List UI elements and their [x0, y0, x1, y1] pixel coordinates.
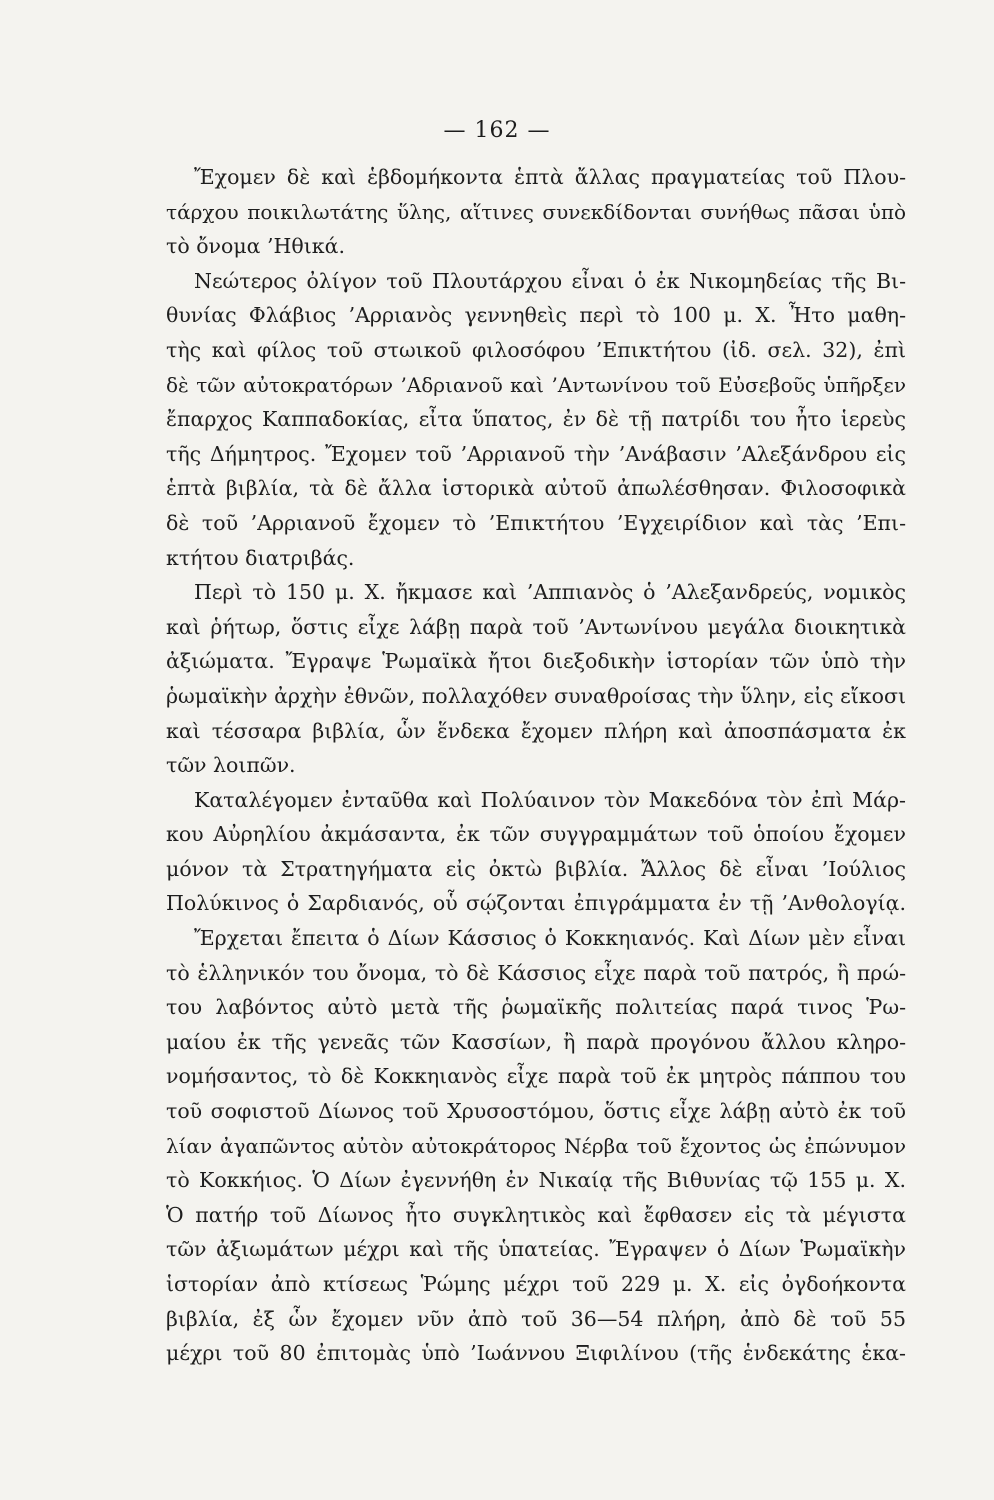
text-line: μόνον τὰ Στρατηγήματα εἰς ὀκτὼ βιβλία. Ἄλλος δὲ εἶναι ’Ιούλιος	[166, 856, 906, 881]
text-line: ἀξιώματα. Ἔγραψε Ῥωμαϊκὰ ἤτοι διεξοδικὴν ἱστορίαν τῶν ὑπὸ τὴν	[166, 649, 906, 674]
text-line: τὸ Κοκκήιος. Ὁ Δίων ἐγεννήθη ἐν Νικαίᾳ τῆς Βιθυνίας τῷ 155 μ. Χ.	[166, 1168, 906, 1193]
text-line: τῶν ἀξιωμάτων μέχρι καὶ τῆς ὑπατείας. Ἔγραψεν ὁ Δίων Ῥωμαϊκὴν	[166, 1237, 906, 1262]
text-line: θυνίας Φλάβιος ’Αρριανὸς γεννηθεὶς περὶ τὸ 100 μ. Χ. Ἦτο μαθη-	[166, 303, 906, 328]
text-line: τάρχου ποικιλωτάτης ὕλης, αἵτινες συνεκδίδονται συνήθως πᾶσαι ὑπὸ	[166, 199, 906, 224]
text-line: Περὶ τὸ 150 μ. Χ. ἤκμασε καὶ ’Αππιανὸς ὁ ’Αλεξανδρεύς, νομικὸς	[194, 580, 906, 605]
text-line: μαίου ἐκ τῆς γενεᾶς τῶν Κασσίων, ἢ παρὰ προγόνου ἄλλου κληρο-	[166, 1029, 906, 1054]
text-line: ἑπτὰ βιβλία, τὰ δὲ ἄλλα ἱστορικὰ αὐτοῦ ἀπωλέσθησαν. Φιλοσοφικὰ	[166, 476, 906, 501]
text-line: τῆς Δήμητρος. Ἔχομεν τοῦ ’Αρριανοῦ τὴν ’Ανάβασιν ’Αλεξάνδρου εἰς	[166, 441, 906, 466]
text-line: Ἔρχεται ἔπειτα ὁ Δίων Κάσσιος ὁ Κοκκηιανός. Καὶ Δίων μὲν εἶναι	[194, 926, 906, 951]
text-line: ἱστορίαν ἀπὸ κτίσεως Ῥώμης μέχρι τοῦ 229 μ. Χ. εἰς ὀγδοήκοντα	[166, 1272, 906, 1296]
text-line: Πολύκινος ὁ Σαρδιανός, οὗ σῴζονται ἐπιγράμματα ἐν τῇ ’Ανθολογίᾳ.	[166, 891, 906, 916]
text-line: καὶ τέσσαρα βιβλία, ὧν ἕνδεκα ἔχομεν πλήρη καὶ ἀποσπάσματα ἐκ	[166, 718, 906, 743]
text-line: καὶ ῥήτωρ, ὅστις εἶχε λάβῃ παρὰ τοῦ ’Αντωνίνου μεγάλα διοικητικὰ	[166, 614, 906, 639]
page-number: — 162 —	[443, 118, 551, 143]
text-line: νομήσαντος, τὸ δὲ Κοκκηιανὸς εἶχε παρὰ τοῦ ἐκ μητρὸς πάππου του	[166, 1064, 906, 1089]
text-line: του λαβόντος αὐτὸ μετὰ τῆς ῥωμαϊκῆς πολιτείας παρά τινος Ῥω-	[166, 995, 906, 1020]
text-line: λίαν ἀγαπῶντος αὐτὸν αὐτοκράτορος Νέρβα τοῦ ἔχοντος ὡς ἐπώνυμον	[166, 1133, 906, 1158]
text-line: κου Αὐρηλίου ἀκμάσαντα, ἐκ τῶν συγγραμμάτων τοῦ ὁποίου ἔχομεν	[166, 822, 906, 847]
text-line: Ὁ πατήρ τοῦ Δίωνος ἦτο συγκλητικὸς καὶ ἔφθασεν εἰς τὰ μέγιστα	[166, 1202, 906, 1227]
text-line: βιβλία, ἐξ ὧν ἔχομεν νῦν ἀπὸ τοῦ 36—54 πλήρη, ἀπὸ δὲ τοῦ 55	[166, 1306, 906, 1331]
text-line: κτήτου διατριβάς.	[166, 545, 355, 570]
text-line: τῶν λοιπῶν.	[166, 753, 296, 778]
body-text	[166, 160, 906, 1371]
text-line: ἔπαρχος Καππαδοκίας, εἶτα ὕπατος, ἐν δὲ τῇ πατρίδι του ἦτο ἱερεὺς	[166, 407, 906, 432]
text-line: Νεώτερος ὀλίγον τοῦ Πλουτάρχου εἶναι ὁ ἐκ Νικομηδείας τῆς Βι-	[194, 268, 906, 293]
text-line: ῥωμαϊκὴν ἀρχὴν ἐθνῶν, πολλαχόθεν συναθροίσας τὴν ὕλην, εἰς εἴκοσι	[166, 683, 906, 708]
text-line: τὸ ἑλληνικόν του ὄνομα, τὸ δὲ Κάσσιος εἶχε παρὰ τοῦ πατρός, ἢ πρώ-	[166, 960, 906, 985]
text-line: Καταλέγομεν ἐνταῦθα καὶ Πολύαινον τὸν Μακεδόνα τὸν ἐπὶ Μάρ-	[194, 787, 906, 812]
text-line: τοῦ σοφιστοῦ Δίωνος τοῦ Χρυσοστόμου, ὅστις εἶχε λάβῃ αὐτὸ ἐκ τοῦ	[166, 1099, 906, 1124]
text-line: Ἔχομεν δὲ καὶ ἑβδομήκοντα ἑπτὰ ἄλλας πραγματείας τοῦ Πλου-	[194, 165, 906, 189]
text-line: τὸ ὄνομα ’Ηθικά.	[166, 234, 345, 259]
text-line: τὴς καὶ φίλος τοῦ στωικοῦ φιλοσόφου ’Επικτήτου (ἰδ. σελ. 32), ἐπὶ	[166, 337, 906, 362]
text-line: δὲ τῶν αὐτοκρατόρων ’Αδριανοῦ καὶ ’Αντωνίνου τοῦ Εὐσεβοῦς ὑπῆρξεν	[166, 372, 906, 397]
text-line: μέχρι τοῦ 80 ἐπιτομὰς ὑπὸ ’Ιωάννου Ξιφιλίνου (τῆς ἑνδεκάτης ἑκα-	[166, 1341, 906, 1366]
text-line: δὲ τοῦ ’Αρριανοῦ ἔχομεν τὸ ’Επικτήτου ’Εγχειρίδιον καὶ τὰς ’Επι-	[166, 510, 906, 535]
